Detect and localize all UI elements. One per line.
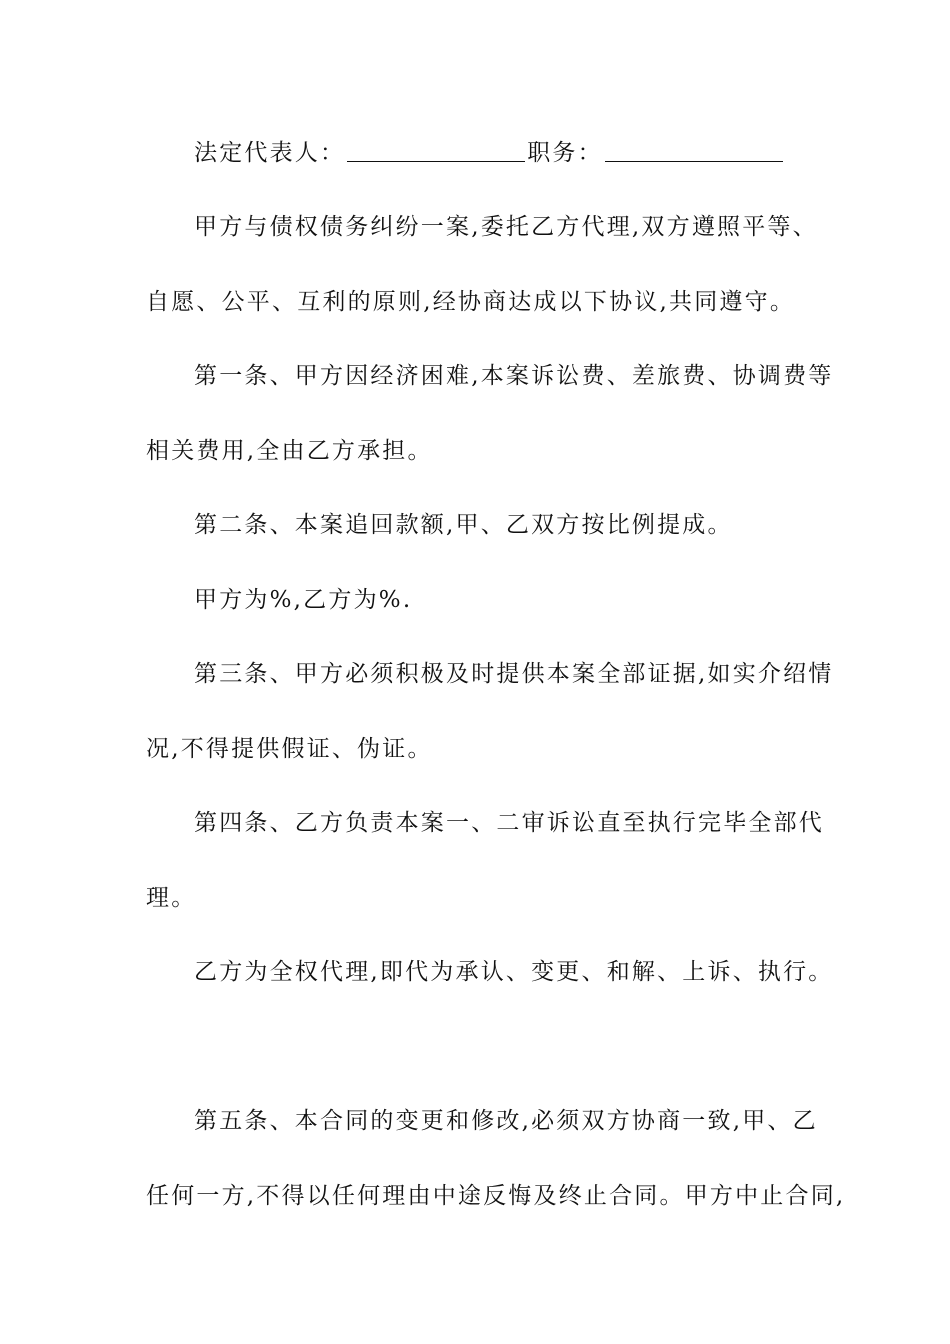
article-3-line: 第三条、甲方必须积极及时提供本案全部证据,如实介绍情 [194,661,834,687]
legal-rep-label: 法定代表人： [194,140,346,166]
article-1-line: 第一条、甲方因经济困难,本案诉讼费、差旅费、协调费等 [194,363,834,389]
article-2-line: 甲方为%,乙方为%. [194,587,413,613]
position-label: 职务： [527,140,603,166]
legal-rep-blank[interactable] [347,139,525,162]
article-4-line: 乙方为全权代理,即代为承认、变更、和解、上诉、执行。 [194,959,834,985]
legal-rep-line [194,138,785,168]
article-1-line: 相关费用,全由乙方承担。 [146,438,433,464]
article-2-line: 第二条、本案追回款额,甲、乙双方按比例提成。 [194,512,733,538]
position-blank[interactable] [605,139,783,162]
paragraph-line: 甲方与债权债务纠纷一案,委托乙方代理,双方遵照平等、 [194,214,818,240]
paragraph-line: 自愿、公平、互利的原则,经协商达成以下协议,共同遵守。 [146,289,796,315]
article-5-line: 任何一方,不得以任何理由中途反悔及终止合同。甲方中止合同, [146,1183,846,1209]
article-5-line: 第五条、本合同的变更和修改,必须双方协商一致,甲、乙 [194,1108,818,1134]
article-3-line: 况,不得提供假证、伪证。 [146,736,433,762]
article-4-line: 第四条、乙方负责本案一、二审诉讼直至执行完毕全部代 [194,810,824,836]
article-4-line: 理。 [146,885,197,911]
